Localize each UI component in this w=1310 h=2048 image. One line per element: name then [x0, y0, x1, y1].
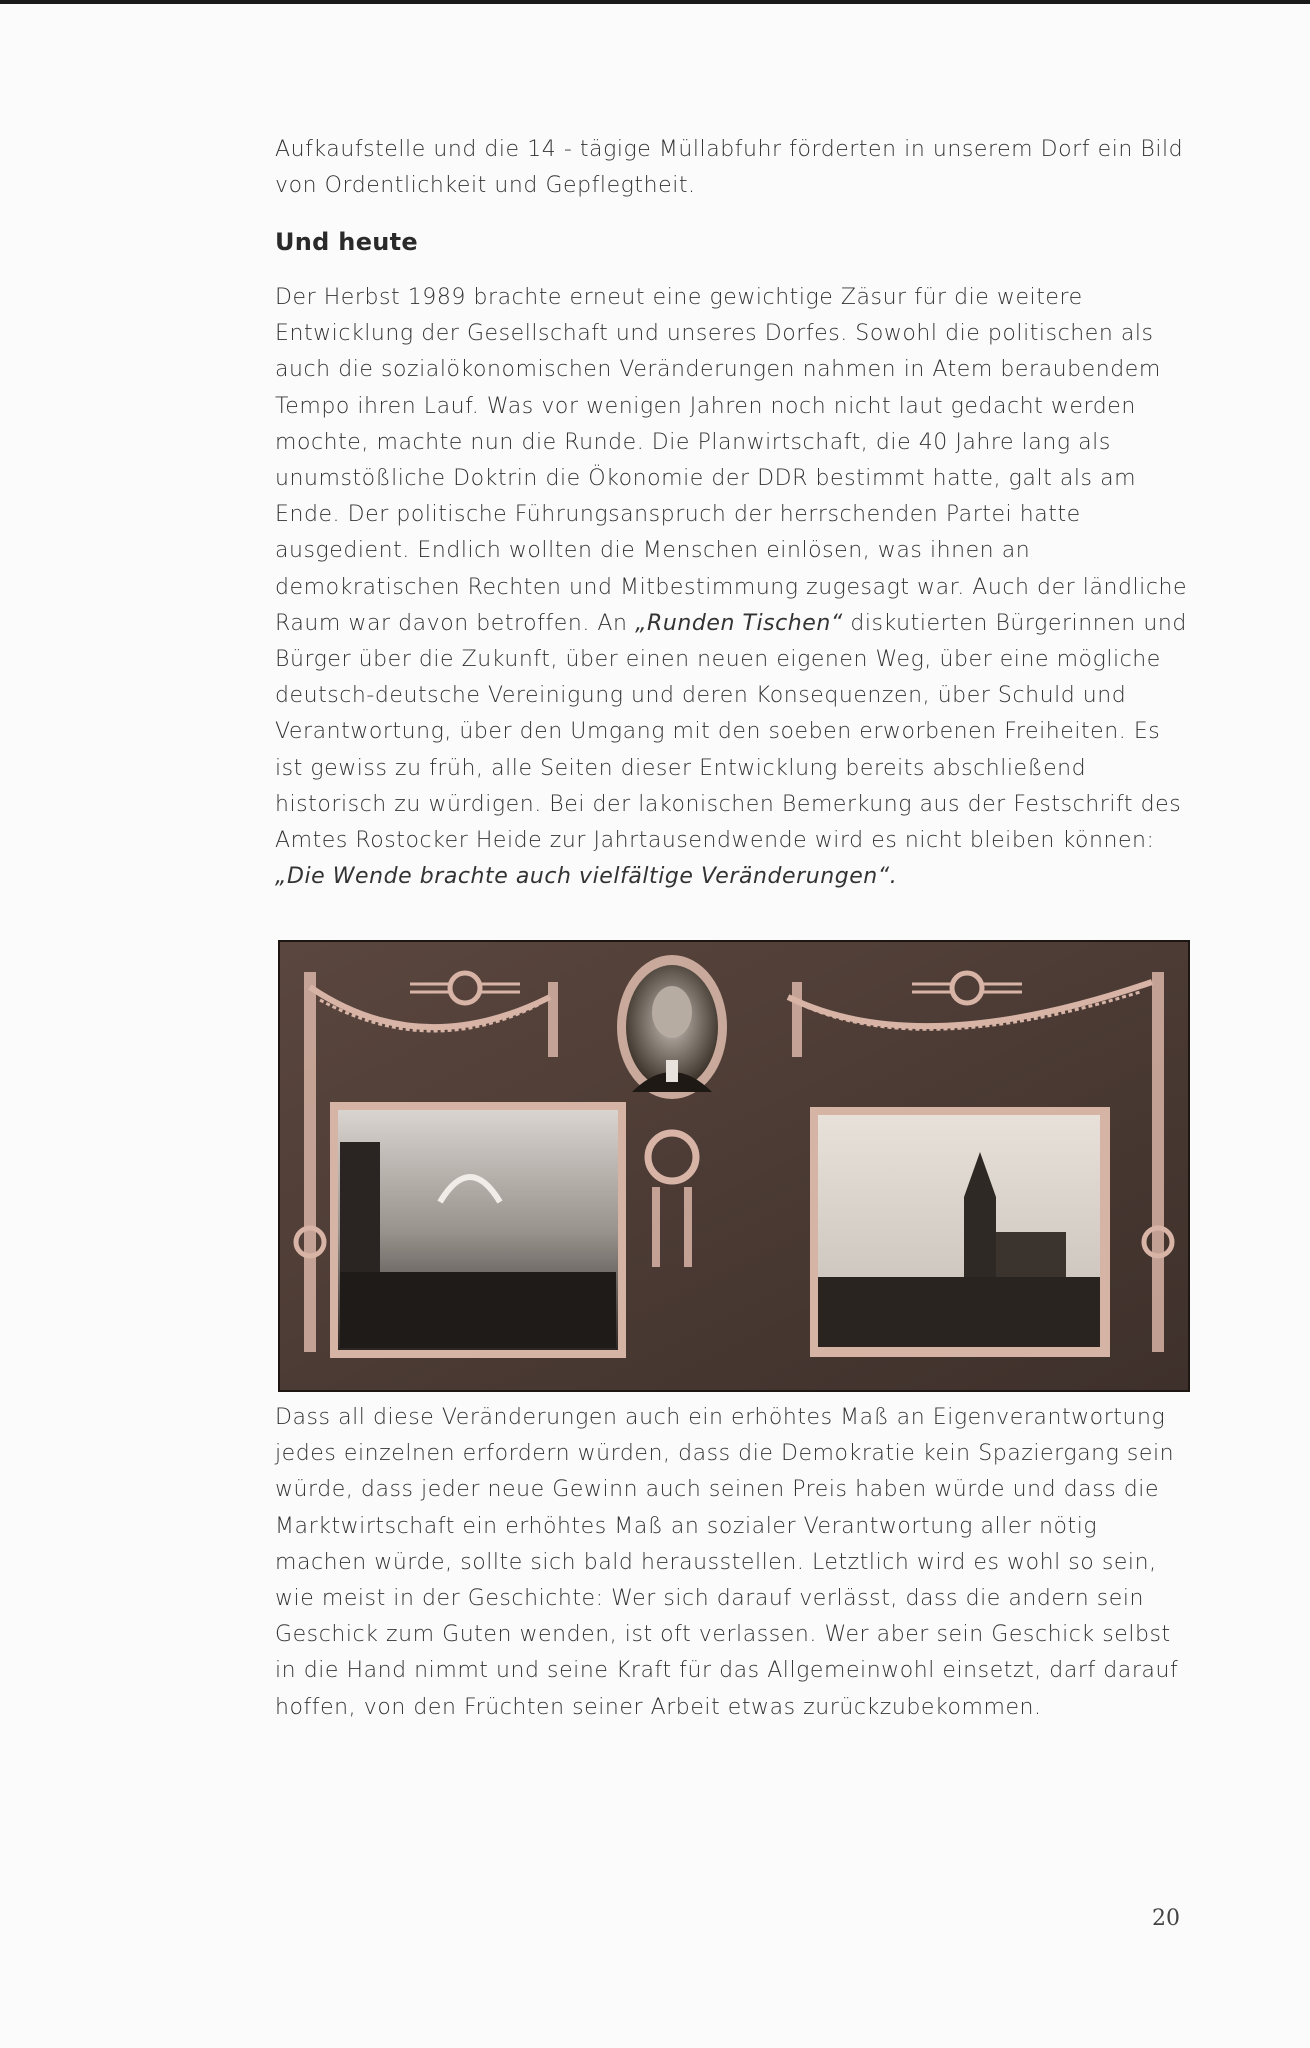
section-heading-wrap [275, 224, 1190, 260]
collage-artwork [280, 942, 1188, 1390]
top-edge-rule [0, 0, 1310, 4]
paragraph-main [275, 280, 1190, 895]
page-number: 20 [1152, 1906, 1180, 1931]
runde-tische-quote: „Runden Tischen“ [635, 610, 843, 636]
paragraph-closing-text: Dass all diese Veränderungen auch ein erhöhtes Maß an Eigenverantwortung jedes einzelnen erfordern würden, dass die Demokratie kein Spaziergang sein würde, dass jeder neue Gewinn auch seinen Preis haben würde und dass die Marktwirtschaft ein erhöhtes Maß an sozialer Verantwortung aller nötig machen würde, sollte sich bald herausstellen. Letztlich wird es wohl so sein, wie meist in der Geschichte: Wer sich darauf verlässt, dass die andern sein Geschick zum Guten wenden, ist oft verlassen. Wer aber sein Geschick selbst in die Hand nimmt und seine Kraft für das Allgemeinwohl einsetzt, darf darauf hoffen, von den Früchten seiner Arbeit etwas zurückzubekommen. [275, 1405, 1179, 1720]
paragraph-main-part2: diskutierten Bürgerinnen und Bürger über die Zukunft, über einen neuen eigenen Weg, über eine mögliche deutsch-deutsche Vereinigung und deren Konsequenzen, über Schuld und Verantwortung, über den Umgang mit den soeben erworbenen Freiheiten. Es ist gewiss zu früh, alle Seiten dieser Entwicklung bereits abschließend historisch zu würdigen. Bei der lakonischen Bemerkung aus der Festschrift des Amtes Rostocker Heide zur Jahrtausendwende wird es nicht bleiben können: [275, 610, 1187, 854]
section-heading: Und heute [275, 228, 419, 256]
paragraph-intro [275, 132, 1190, 204]
festschrift-quote: „Die Wende brachte auch vielfältige Veränderungen“. [275, 864, 898, 890]
paragraph-main-text [275, 280, 1190, 895]
paragraph-main-part1: Der Herbst 1989 brachte erneut eine gewichtige Zäsur für die weitere Entwicklung der Gesellschaft und unseres Dorfes. Sowohl die politischen als auch die sozialökonomischen Veränderungen nahmen in Atem beraubendem Tempo ihren Lauf. Was vor wenigen Jahren noch nicht laut gedacht werden mochte, machte nun die Runde. Die Planwirtschaft, die 40 Jahre lang als unumstößliche Doktrin die Ökonomie der DDR bestimmt hatte, galt als am Ende. Der politische Führungsanspruch der herrschenden Partei hatte ausgedient. Endlich wollten die Menschen einlösen, was ihnen an demokratischen Rechten und Mitbestimmung zugesagt war. Auch der ländliche Raum war davon betroffen. An [275, 285, 1188, 636]
paragraph-intro-text: Aufkaufstelle und die 14 - tägige Müllabfuhr förderten in unserem Dorf ein Bild von Ordentlichkeit und Gepflegtheit. [275, 137, 1184, 199]
paragraph-closing [275, 1400, 1190, 1726]
historical-photo-collage [278, 940, 1190, 1392]
